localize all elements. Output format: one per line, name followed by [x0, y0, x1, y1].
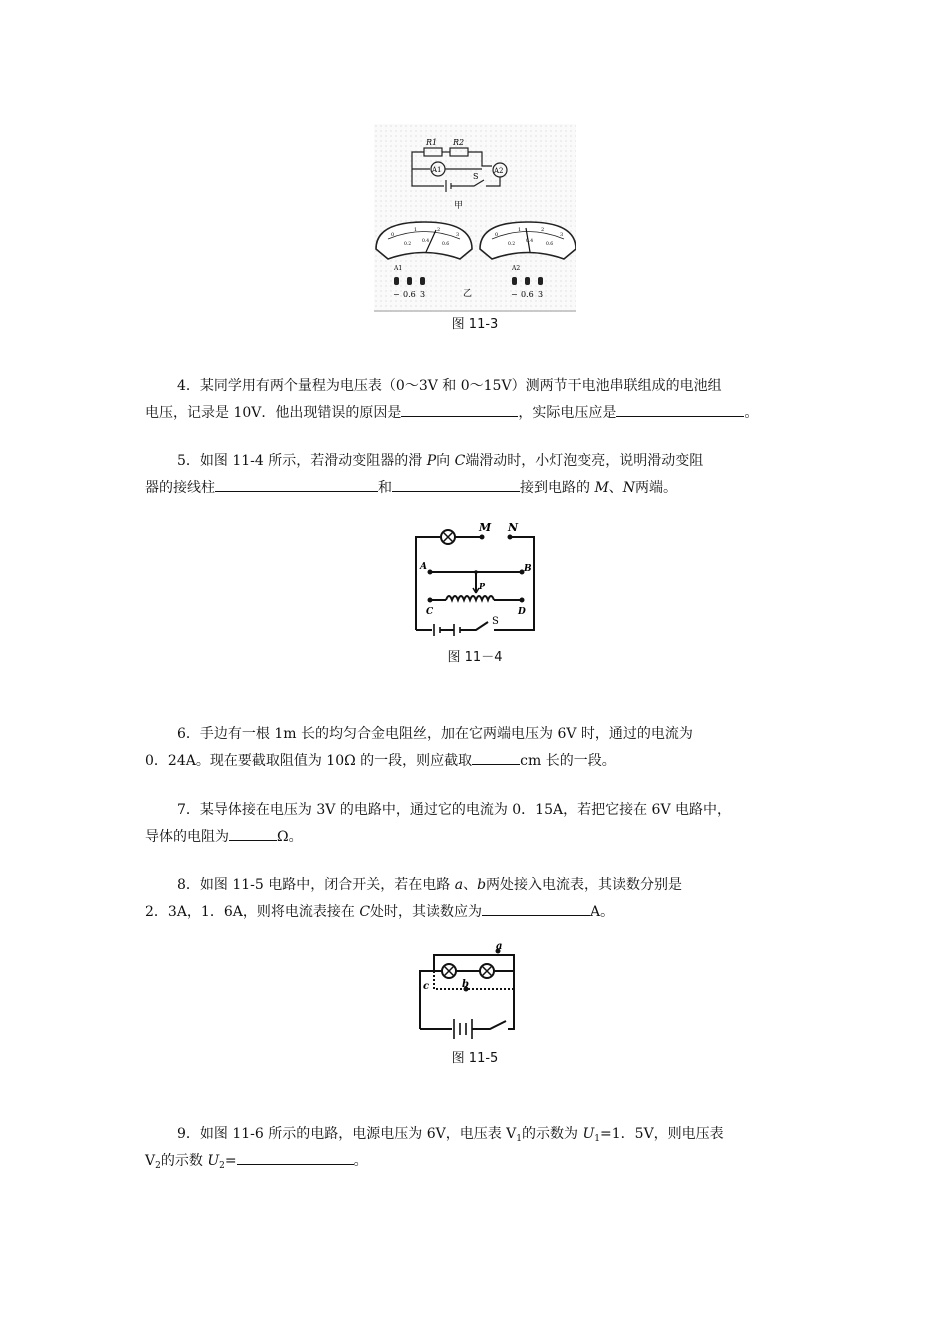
answer-blank-q6-length[interactable] [472, 750, 520, 765]
meter1-sub-0: 0.2 [404, 242, 412, 247]
meter2-tick-1: 1 [518, 227, 522, 233]
label-n: N [508, 521, 519, 534]
q9-var-u1: U [582, 1126, 595, 1142]
q9-text-7: 。 [353, 1153, 368, 1169]
question-6-line-2 [145, 750, 616, 771]
label-m: M [479, 521, 492, 534]
label-s: S [473, 172, 479, 181]
question-9-line-1 [177, 1124, 724, 1149]
answer-blank-q9-voltage[interactable] [237, 1150, 354, 1165]
label-b: b [462, 979, 469, 990]
label-r2: R2 [453, 138, 465, 147]
label-yi: 乙 [463, 289, 473, 299]
question-5-line-1 [177, 451, 703, 471]
q7-text-b: Ω。 [277, 829, 303, 845]
q5-text-1: 5．如图 11-4 所示，若滑动变阻器的滑 [177, 453, 427, 469]
question-4-text-b: ，实际电压应是 [518, 405, 617, 421]
figure-11-4-drawing [410, 518, 540, 636]
answer-blank-q4-reason[interactable] [401, 402, 518, 417]
meter2-sub-0: 0.2 [508, 242, 516, 247]
meter1-terminal-neg: − [393, 290, 400, 299]
q5-var-c: C [454, 453, 466, 469]
meter1-sub-1: 0.4 [422, 239, 430, 244]
answer-blank-q8-current[interactable] [482, 901, 590, 916]
q5-var-n: N [622, 480, 636, 496]
figure-11-3 [374, 124, 576, 314]
label-b: B [524, 564, 532, 574]
q9-text-2: 的示数为 [522, 1126, 583, 1142]
meter2-name: A2 [512, 265, 521, 272]
question-4-text-c: 。 [744, 405, 759, 421]
meter2-tick-3: 3 [560, 232, 564, 238]
meter1-name: A1 [394, 265, 403, 272]
answer-blank-q5-terminal-2[interactable] [392, 477, 520, 492]
q5-text-5: 和 [378, 480, 392, 496]
meter1-sub-2: 0.6 [442, 242, 450, 247]
figure-11-3-drawing [374, 124, 576, 314]
q9-sub-2: 2 [155, 1161, 161, 1171]
answer-blank-q4-voltage[interactable] [616, 402, 744, 417]
q9-sub-u1: 1 [594, 1134, 601, 1144]
meter1-terminal-3: 3 [420, 290, 426, 299]
label-a1: A1 [432, 166, 442, 174]
q9-text-3: =1．5V，则电压表 [600, 1126, 724, 1142]
label-a: a [496, 943, 503, 952]
q9-text-6: = [224, 1153, 237, 1169]
q9-sub-u2: 2 [219, 1161, 225, 1171]
meter2-terminal-3: 3 [538, 290, 544, 299]
meter2-tick-0: 0 [495, 232, 499, 238]
meter2-tick-2: 2 [541, 227, 545, 233]
label-p: P [479, 581, 486, 591]
meter2-sub-2: 0.6 [546, 242, 554, 247]
q8-var-b: b [477, 877, 487, 893]
q8-var-c: C [359, 904, 371, 920]
meter1-tick-0: 0 [391, 232, 395, 238]
meter1-tick-2: 2 [437, 227, 441, 233]
q8-text-3: 两处接入电流表，其读数分别是 [486, 877, 683, 893]
q8-var-a: a [454, 877, 464, 893]
question-9-line-2 [145, 1150, 368, 1176]
q9-text-5: 的示数 [160, 1153, 208, 1169]
q5-text-4: 器的接线柱 [145, 480, 215, 496]
q8-text-4: 2．3A，1．6A，则将电流表接在 [145, 904, 360, 920]
figure-11-5-caption: 图 11-5 [451, 1051, 499, 1066]
figure-11-3-caption: 图 11-3 [451, 317, 499, 332]
question-8-line-1 [177, 875, 682, 895]
question-8-line-2 [145, 901, 614, 922]
answer-blank-q7-resistance[interactable] [229, 826, 277, 841]
q5-text-6: 接到电路的 [520, 480, 595, 496]
q8-text-6: A。 [590, 904, 615, 920]
label-s: S [492, 616, 499, 627]
figure-11-4-caption: 图 11－4 [447, 650, 503, 665]
q5-text-3: 端滑动时，小灯泡变亮，说明滑动变阻 [465, 453, 704, 469]
q8-text-1: 8．如图 11-5 电路中，闭合开关，若在电路 [177, 877, 455, 893]
q9-var-u2: U [207, 1153, 220, 1169]
figure-11-4 [410, 518, 540, 636]
q6-text-a: 0．24A。现在要截取阻值为 10Ω 的一段，则应截取 [145, 753, 473, 769]
q5-var-p: P [426, 453, 437, 469]
q9-text-4: V [145, 1153, 156, 1169]
label-a: A [420, 562, 427, 572]
q7-text-a: 导体的电阻为 [145, 829, 229, 845]
question-5-line-2 [145, 477, 677, 498]
question-4-text-a: 电压，记录是 10V．他出现错误的原因是 [145, 405, 402, 421]
q9-sub-1: 1 [516, 1134, 523, 1144]
q6-text-b: cm 长的一段。 [520, 753, 616, 769]
question-4-line-1: 4．某同学用有两个量程为电压表（0～3V 和 0～15V）测两节干电池串联组成的电池组 [177, 378, 722, 394]
figure-11-5 [410, 943, 540, 1041]
label-a2: A2 [494, 167, 504, 175]
figure-11-5-drawing [410, 943, 540, 1041]
meter2-terminal-06: 0.6 [521, 290, 534, 299]
question-4-line-2 [145, 402, 758, 423]
meter2-terminal-neg: − [511, 290, 518, 299]
q8-text-2: 、 [463, 877, 478, 893]
meter2-sub-1: 0.4 [526, 239, 534, 244]
answer-blank-q5-terminal-1[interactable] [215, 477, 378, 492]
question-6-line-1: 6．手边有一根 1m 长的均匀合金电阻丝，加在它两端电压为 6V 时，通过的电流为 [177, 726, 693, 742]
label-d: D [518, 607, 526, 617]
q5-text-7: 、 [608, 480, 623, 496]
q5-text-8: 两端。 [635, 480, 678, 496]
q9-text-1: 9．如图 11-6 所示的电路，电源电压为 6V，电压表 V [177, 1126, 517, 1142]
meter1-terminal-06: 0.6 [403, 290, 416, 299]
label-jia: 甲 [454, 201, 464, 211]
q5-text-2: 向 [436, 453, 455, 469]
meter1-tick-3: 3 [456, 232, 460, 238]
question-7-line-1: 7．某导体接在电压为 3V 的电路中，通过它的电流为 0．15A，若把它接在 6V 电路中， [177, 802, 732, 818]
question-7-line-2 [145, 826, 303, 847]
label-c: C [426, 607, 434, 617]
label-c: c [423, 981, 430, 992]
q8-text-5: 处时，其读数应为 [370, 904, 483, 920]
q5-var-m: M [594, 480, 609, 496]
meter1-tick-1: 1 [414, 227, 418, 233]
label-r1: R1 [426, 138, 438, 147]
